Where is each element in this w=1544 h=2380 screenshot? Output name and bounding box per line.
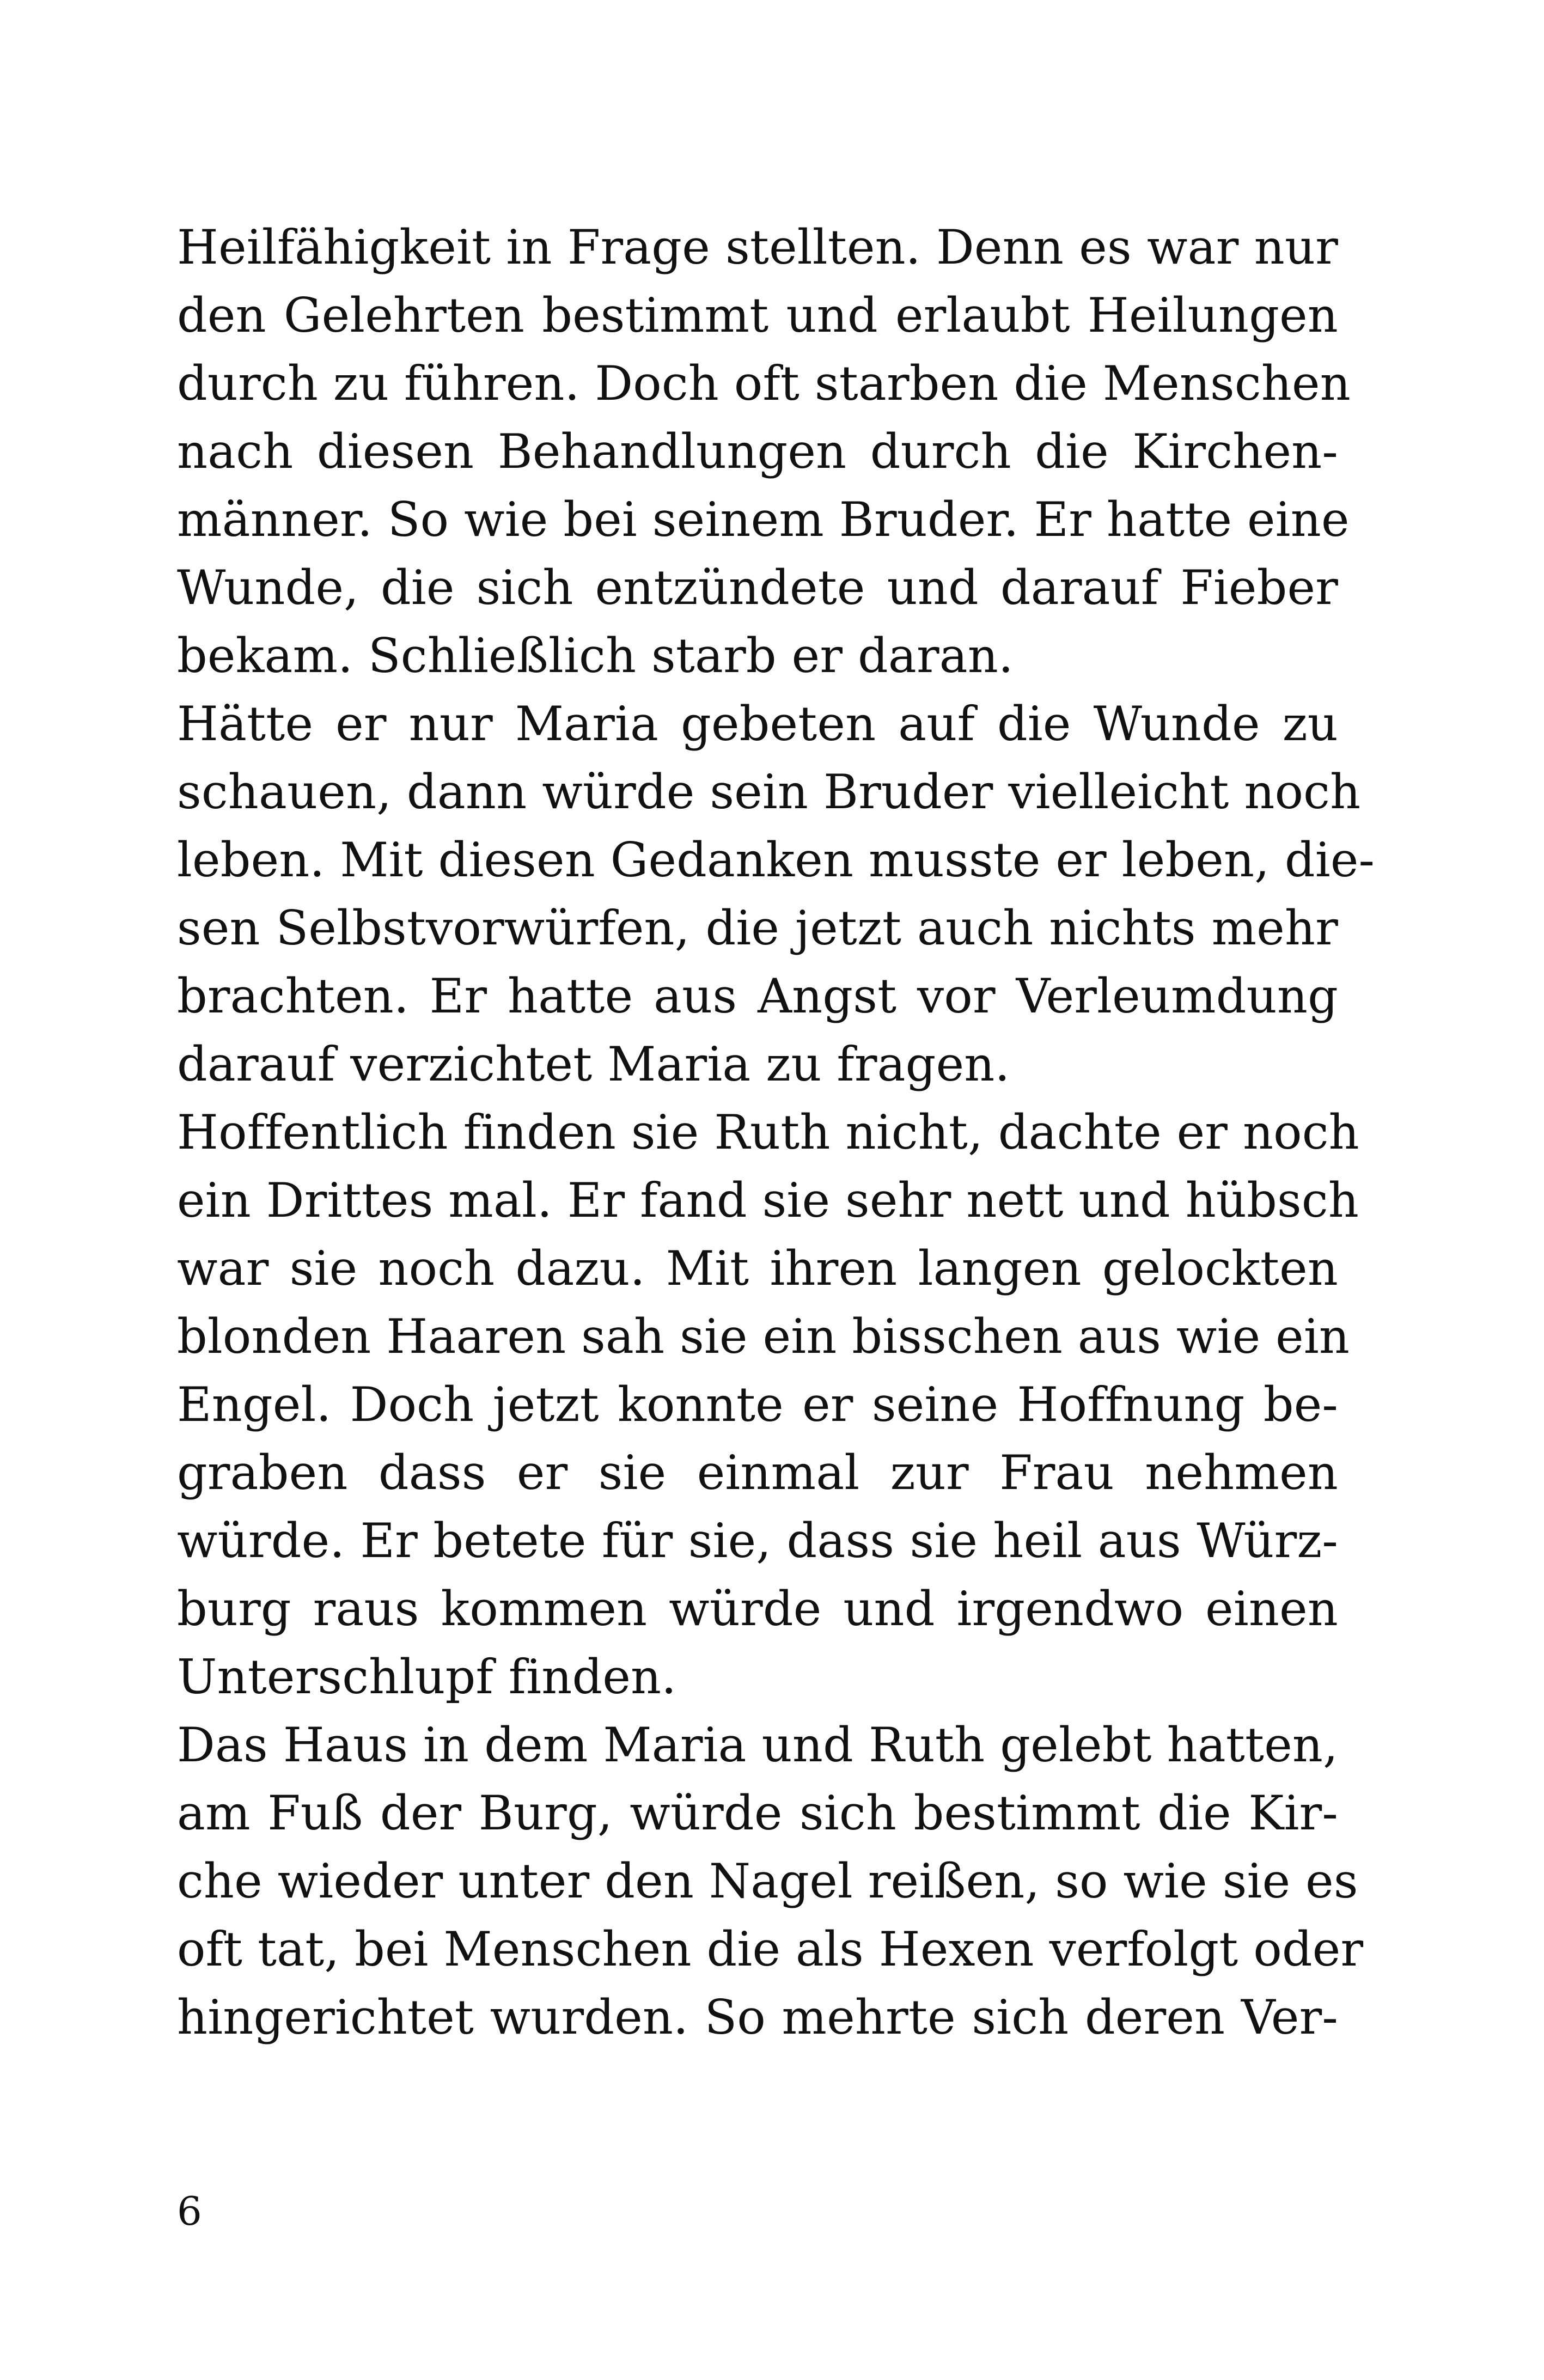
text-line: burg raus kommen würde und irgendwo einen (177, 1581, 1338, 1637)
text-line: Unterschlupf finden. (177, 1649, 677, 1705)
text-line: Hoffentlich finden sie Ruth nicht, dachte er noch (177, 1104, 1359, 1160)
text-line: leben. Mit diesen Gedanken musste er leben, die- (177, 832, 1375, 888)
text-line: Wunde, die sich entzündete und darauf Fieber (177, 560, 1338, 615)
body-text (177, 213, 1375, 2052)
text-line: würde. Er betete für sie, dass sie heil aus Würz- (177, 1513, 1338, 1569)
text-line: sen Selbstvorwürfen, die jetzt auch nichts mehr (177, 900, 1338, 956)
text-line: schauen, dann würde sein Bruder vielleicht noch (177, 764, 1361, 820)
text-line: darauf verzichtet Maria zu fragen. (177, 1036, 1010, 1092)
text-line: Heilfähigkeit in Frage stellten. Denn es war nur (177, 219, 1338, 275)
text-line: war sie noch dazu. Mit ihren langen gelockten (177, 1241, 1338, 1296)
text-line: ein Drittes mal. Er fand sie sehr nett und hübsch (177, 1173, 1359, 1228)
text-line: oft tat, bei Menschen die als Hexen verfolgt oder (177, 1921, 1364, 1977)
page-number: 6 (177, 2188, 202, 2234)
text-line: blonden Haaren sah sie ein bisschen aus wie ein (177, 1309, 1350, 1364)
text-line: bekam. Schließlich starb er daran. (177, 628, 1014, 684)
text-line: graben dass er sie einmal zur Frau nehmen (177, 1445, 1338, 1500)
text-line: che wieder unter den Nagel reißen, so wie sie es (177, 1853, 1358, 1909)
text-line: nach diesen Behandlungen durch die Kirchen- (177, 424, 1338, 479)
text-line: Das Haus in dem Maria und Ruth gelebt hatten, (177, 1717, 1338, 1773)
text-line: hingerichtet wurden. So mehrte sich deren Ver- (177, 1990, 1338, 2045)
text-line: am Fuß der Burg, würde sich bestimmt die Kir- (177, 1785, 1338, 1841)
text-line: durch zu führen. Doch oft starben die Menschen (177, 356, 1351, 411)
text-line: brachten. Er hatte aus Angst vor Verleumdung (177, 968, 1338, 1024)
text-line: Engel. Doch jetzt konnte er seine Hoffnung be- (177, 1377, 1338, 1432)
text-line: männer. So wie bei seinem Bruder. Er hatte eine (177, 492, 1350, 547)
text-line: den Gelehrten bestimmt und erlaubt Heilungen (177, 288, 1338, 343)
text-line: Hätte er nur Maria gebeten auf die Wunde zu (177, 696, 1338, 752)
